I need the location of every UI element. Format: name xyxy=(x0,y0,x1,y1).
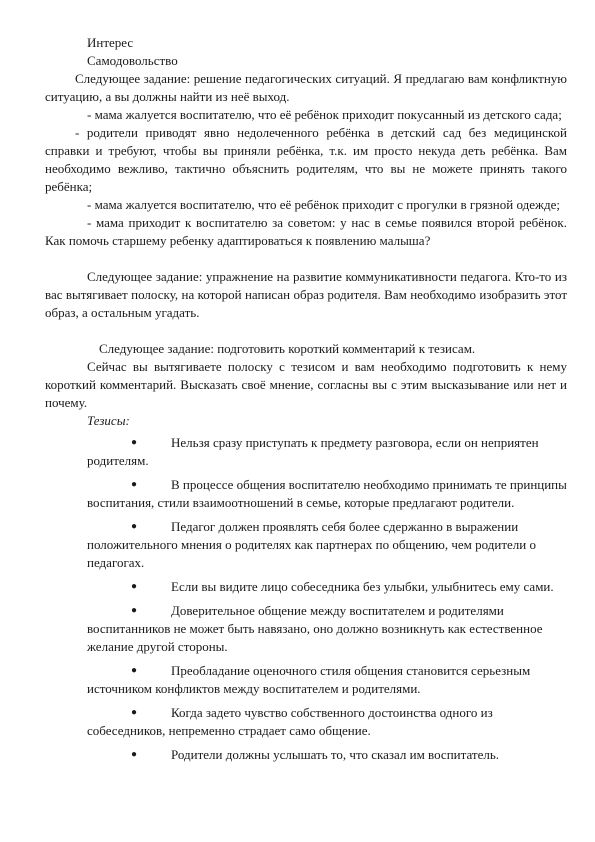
thesis-text: Педагог должен проявлять себя более сдержанно в выражении положительного мнения о родителях как партнерах по общению, чем родители о педагогах. xyxy=(87,519,536,570)
thesis-text: Доверительное общение между воспитателем и родителями воспитанников не может быть навязано, оно должно возникнуть как естественное желание другой стороны. xyxy=(87,603,543,654)
spacer xyxy=(87,250,567,268)
situation-item-2-text: - родители приводят явно недолеченного ребёнка в детский сад без медицинской справки и требуют, чтобы вы приняли ребёнка, т.к. им просто некуда деть ребёнка. Вам необходимо вежливо, тактично объяснить родителям, что вы не можете принять такого ребёнка; xyxy=(45,125,567,194)
bullet-icon: ● xyxy=(131,665,138,676)
situation-item-1-text: - мама жалуется воспитателю, что её ребёнок приходит покусанный из детского сада; xyxy=(87,107,562,122)
thesis-item xyxy=(87,518,567,572)
thesis-text: В процессе общения воспитателю необходимо принимать те принципы воспитания, стили взаимоотношений в семье, которые предлагают родители. xyxy=(87,477,567,510)
thesis-item xyxy=(87,746,567,764)
header-line-interest: Интерес xyxy=(87,35,134,50)
thesis-text: Родители должны услышать то, что сказал им воспитатель. xyxy=(171,747,500,762)
situation-item-3-text: - мама жалуется воспитателю, что её ребёнок приходит с прогулки в грязной одежде; xyxy=(87,197,560,212)
header-line-smugness: Самодовольство xyxy=(87,53,178,68)
situation-item-4-text: - мама приходит к воспитателю за советом: у нас в семье появился второй ребёнок. Как помочь старшему ребенку адаптироваться к появлению малыша? xyxy=(45,215,567,248)
situation-item-2 xyxy=(45,124,567,196)
bullet-icon: ● xyxy=(131,707,138,718)
situation-item-1 xyxy=(45,106,567,124)
bullet-icon: ● xyxy=(131,521,138,532)
theses-task-line2: Сейчас вы вытягиваете полоску с тезисом и вам необходимо подготовить к нему короткий комментарий. Высказать своё мнение, согласны вы с этим высказывание или нет и почему. xyxy=(45,359,567,410)
situation-item-3 xyxy=(45,196,567,214)
bullet-icon: ● xyxy=(131,605,138,616)
bullet-icon: ● xyxy=(131,437,138,448)
document-page xyxy=(45,34,567,770)
thesis-text: Нельзя сразу приступать к предмету разговора, если он неприятен родителям. xyxy=(87,435,539,468)
thesis-item xyxy=(87,434,567,470)
thesis-text: Если вы видите лицо собеседника без улыбки, улыбнитесь ему сами. xyxy=(171,579,554,594)
situations-intro: Следующее задание: решение педагогических ситуаций. Я предлагаю вам конфликтную ситуацию, а вы должны найти из неё выход. xyxy=(45,71,567,104)
thesis-item xyxy=(87,602,567,656)
thesis-item xyxy=(87,476,567,512)
thesis-item xyxy=(87,704,567,740)
thesis-item xyxy=(87,662,567,698)
spacer xyxy=(87,322,567,340)
communication-task: Следующее задание: упражнение на развитие коммуникативности педагога. Кто-то из вас вытягивает полоску, на которой написан образ родителя. Вам необходимо изобразить этот образ, а остальным угадать. xyxy=(45,269,567,320)
bullet-icon: ● xyxy=(131,749,138,760)
thesis-item xyxy=(87,578,567,596)
bullet-icon: ● xyxy=(131,479,138,490)
thesis-text: Когда задето чувство собственного достоинства одного из собеседников, непременно страдает само общение. xyxy=(87,705,493,738)
bullet-icon: ● xyxy=(131,581,138,592)
theses-list xyxy=(87,434,567,764)
thesis-text: Преобладание оценочного стиля общения становится серьезным источником конфликтов между воспитателем и родителями. xyxy=(87,663,531,696)
theses-task-line1: Следующее задание: подготовить короткий комментарий к тезисам. xyxy=(99,341,476,356)
theses-label: Тезисы: xyxy=(87,413,130,428)
situation-item-4 xyxy=(45,214,567,250)
